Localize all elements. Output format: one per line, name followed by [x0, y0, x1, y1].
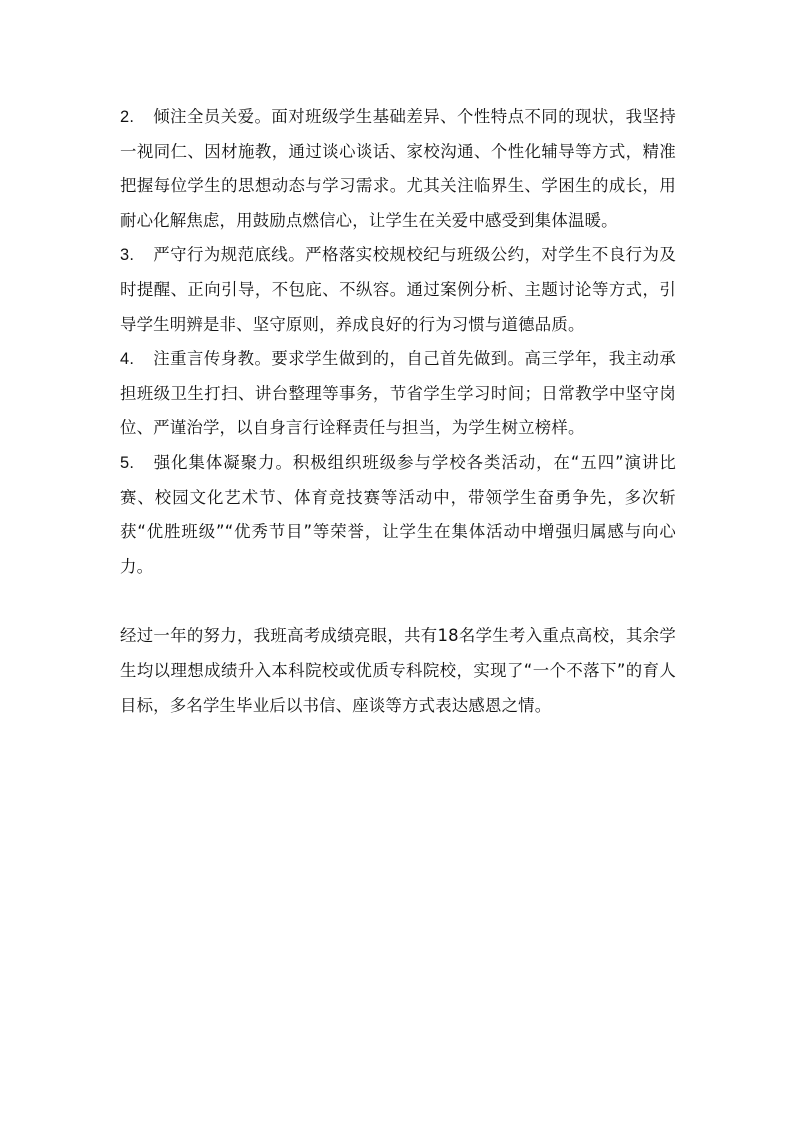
list-item-number: 3. — [120, 246, 135, 265]
list-item-number: 2. — [120, 108, 135, 126]
summary-paragraph: 经过一年的努力，我班高考成绩亮眼，共有18名学生考入重点高校，其余学生均以理想成绩升入本科院校或优质专科院校，实现了“一个不落下”的育人目标，多名学生毕业后以书信、座谈等方式表达感恩之情。 — [120, 626, 676, 715]
list-item — [120, 238, 676, 342]
list-item-text: 注重言传身教。要求学生做到的，自己首先做到。高三学年，我主动承担班级卫生打扫、讲台整理等事务，节省学生学习时间；日常教学中坚守岗位、严谨治学，以自身言行诠释责任与担当，为学生树立榜样。 — [120, 349, 676, 438]
list-item — [120, 100, 676, 238]
list-item — [120, 446, 676, 584]
list-item-text: 强化集体凝聚力。积极组织班级参与学校各类活动，在“五四”演讲比赛、校园文化艺术节、体育竞技赛等活动中，带领学生奋勇争先，多次斩获“优胜班级”“优秀节目”等荣誉，让学生在集体活动中增强归属感与向心力。 — [120, 452, 676, 576]
list-item-text: 倾注全员关爱。面对班级学生基础差异、个性特点不同的现状，我坚持一视同仁、因材施教，通过谈心谈话、家校沟通、个性化辅导等方式，精准把握每位学生的思想动态与学习需求。尤其关注临界生、学困生的成长，用耐心化解焦虑，用鼓励点燃信心，让学生在关爱中感受到集体温暖。 — [120, 107, 676, 230]
list-item-text: 严守行为规范底线。严格落实校规校纪与班级公约，对学生不良行为及时提醒、正向引导，不包庇、不纵容。通过案例分析、主题讨论等方式，引导学生明辨是非、坚守原则，养成良好的行为习惯与道德品质。 — [120, 245, 676, 334]
document-page — [120, 100, 676, 723]
list-item — [120, 342, 676, 446]
list-item-number: 5. — [120, 453, 135, 472]
list-item-number: 4. — [120, 350, 135, 369]
